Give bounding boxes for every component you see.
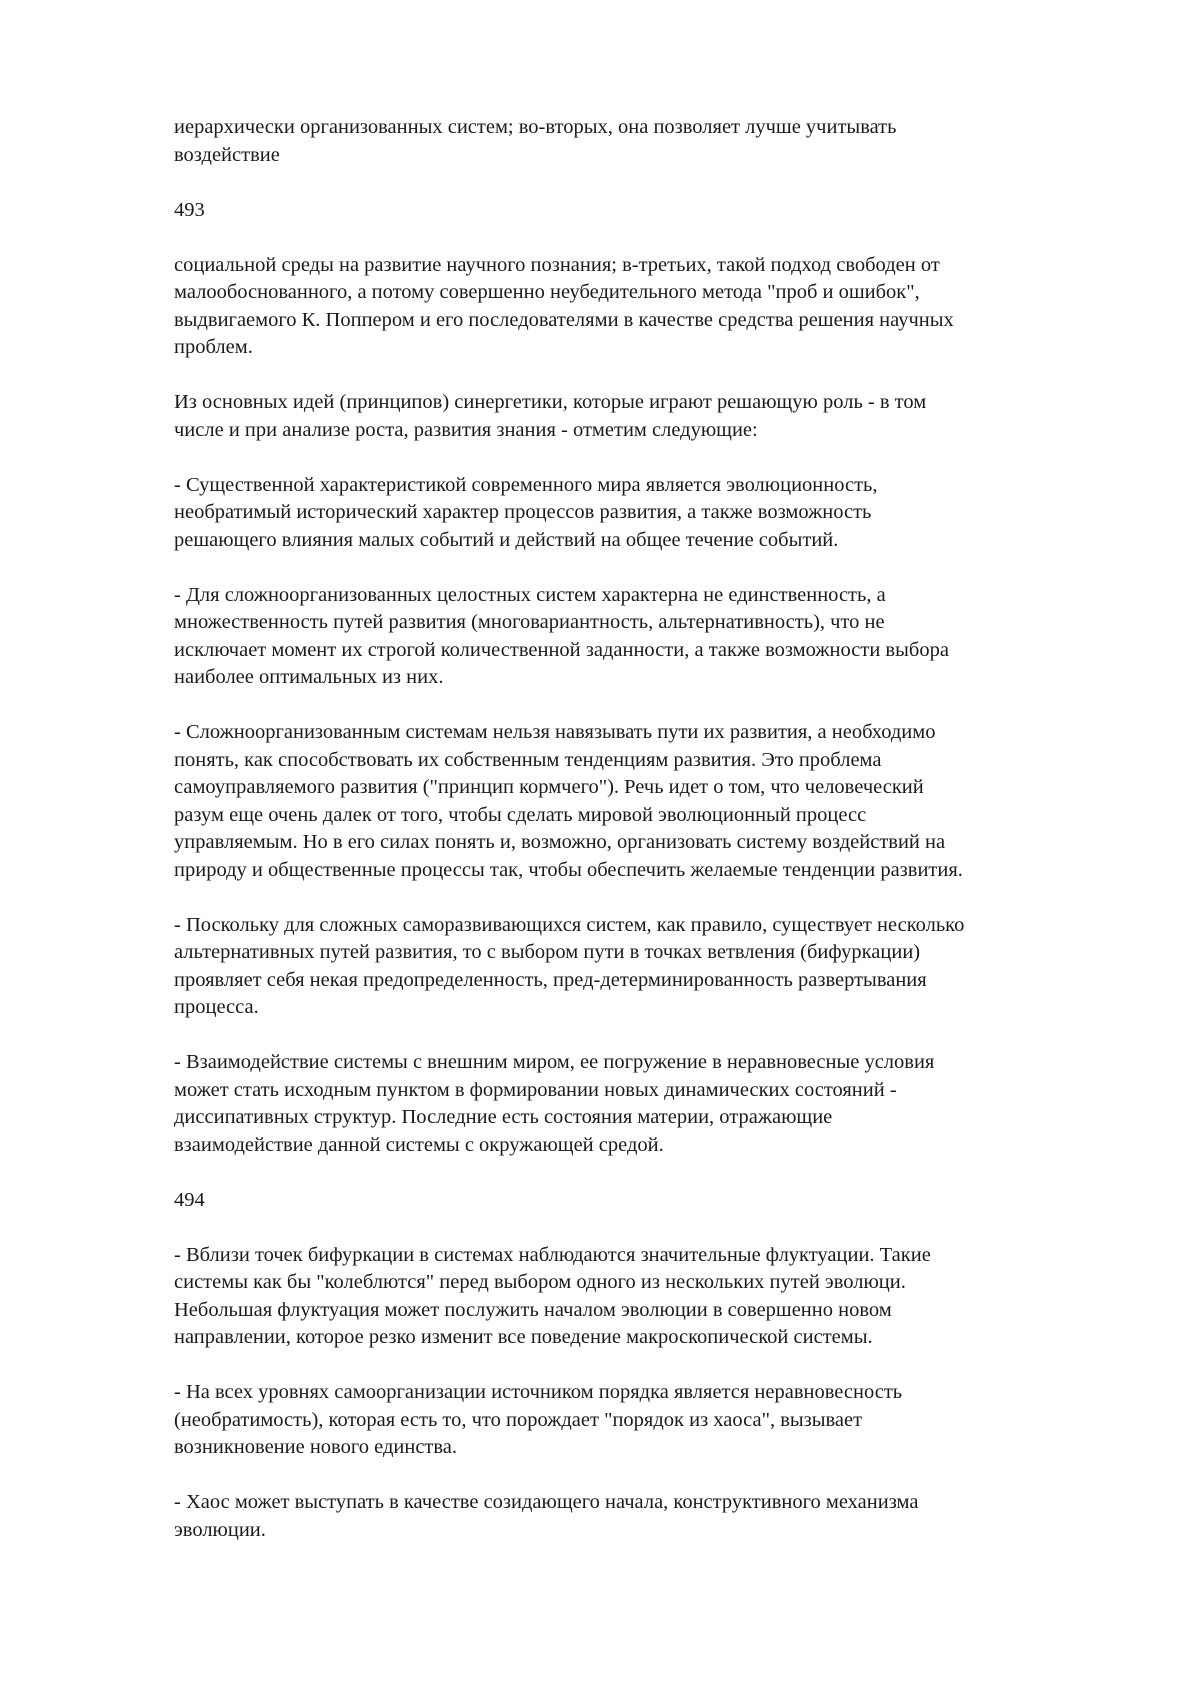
page-number: 493 bbox=[174, 198, 205, 221]
text-column bbox=[174, 114, 1134, 1572]
list-paragraph: - На всех уровнях самоорганизации источником порядка является неравновесность (необратимость), которая есть то, что порождает "порядок из хаоса", вызывает возникновение нового единства. bbox=[174, 1381, 903, 1458]
list-paragraph: - Существенной характеристикой современного мира является эволюционность, необратимый исторический характер процессов развития, а также возможность решающего влияния малых событий и действий на общее течение событий. bbox=[174, 473, 878, 551]
paragraph: социальной среды на развитие научного познания; в-третьих, такой подход свободен от малообоснованного, а потому совершенно неубедительного метода "проб и ошибок", выдвигаемого К. Поппером и его последователями в качестве средства решения научных проблем. bbox=[174, 253, 954, 358]
list-paragraph: - Хаос может выступать в качестве созидающего начала, конструктивного механизма эволюции. bbox=[174, 1491, 919, 1541]
page-number: 494 bbox=[174, 1188, 205, 1211]
list-paragraph: - Вблизи точек бифуркации в системах наблюдаются значительные флуктуации. Такие системы как бы "колеблются" перед выбором одного из нескольких путей эволюци. Небольшая флуктуация может послужить началом эволюции в совершенно новом направлении, которое резко изменит все поведение макроскопической системы. bbox=[174, 1243, 931, 1348]
paragraph-continuation: иерархически организованных систем; во-вторых, она позволяет лучше учитывать воздействие bbox=[174, 116, 897, 166]
list-paragraph: - Сложноорганизованным системам нельзя навязывать пути их развития, а необходимо понять, как способствовать их собственным тенденциям развития. Это проблема самоуправляемого развития ("принцип кормчего"). Речь идет о том, что человеческий разум еще очень далек от того, чтобы сделать мировой эволюционный процесс управляемым. Но в его силах понять и, возможно, организовать систему воздействий на природу и общественные процессы так, чтобы обеспечить желаемые тенденции развития. bbox=[174, 721, 963, 881]
list-paragraph: - Для сложноорганизованных целостных систем характерна не единственность, а множественность путей развития (многовариантность, альтернативность), что не исключает момент их строгой количественной заданности, а также возможности выбора наиболее оптимальных из них. bbox=[174, 583, 949, 688]
paragraph: Из основных идей (принципов) синергетики, которые играют решающую роль - в том числе и при анализе роста, развития знания - отметим следующие: bbox=[174, 391, 927, 441]
list-paragraph: - Взаимодействие системы с внешним миром, ее погружение в неравновесные условия может стать исходным пунктом в формировании новых динамических состояний - диссипативных структур. Последние есть состояния материи, отражающие взаимодействие данной системы с окружающей средой. bbox=[174, 1051, 935, 1156]
list-paragraph: - Поскольку для сложных саморазвивающихся систем, как правило, существует несколько альтернативных путей развития, то с выбором пути в точках ветвления (бифуркации) проявляет себя некая предопределенность, пред-детерминированность развертывания процесса. bbox=[174, 913, 965, 1018]
